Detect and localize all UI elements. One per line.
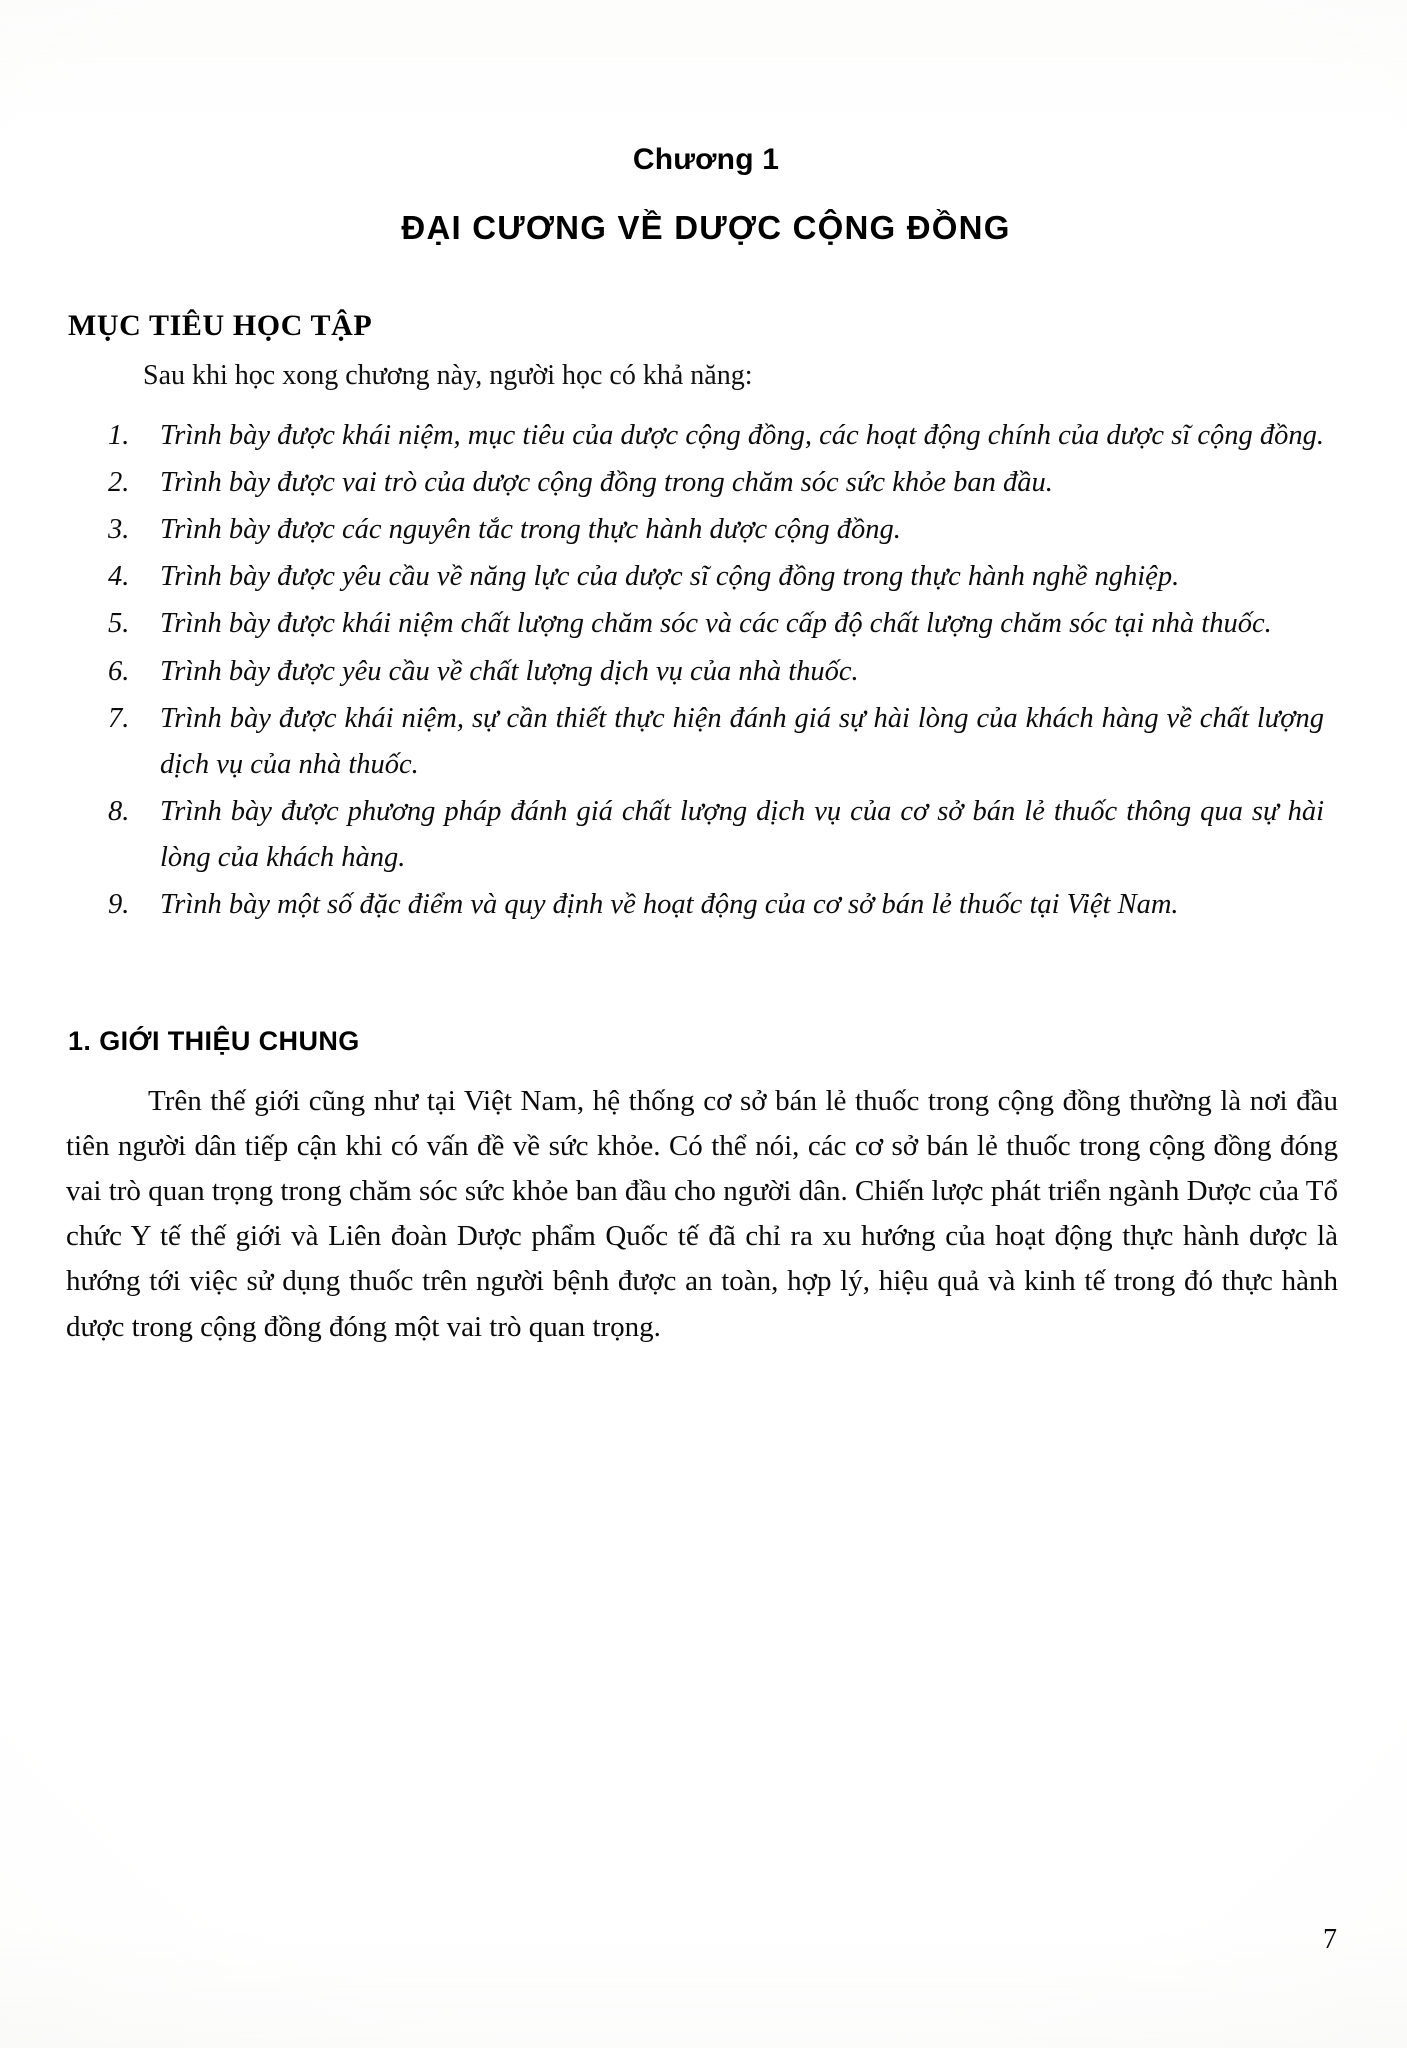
learning-objectives-list [60, 395, 1352, 929]
list-item-text: Trình bày được yêu cầu về chất lượng dịch vụ của nhà thuốc. [160, 655, 859, 687]
learning-objectives-heading: MỤC TIÊU HỌC TẬP [68, 309, 373, 342]
list-item [60, 601, 1352, 647]
list-item-text: Trình bày được khái niệm, sự cần thiết thực hiện đánh giá sự hài lòng của khách hàng về chất lượng dịch vụ của nhà thuốc. [160, 702, 1324, 780]
list-item [60, 460, 1352, 506]
list-item-number: 8. [108, 796, 130, 828]
list-item-number: 2. [108, 466, 130, 498]
list-item-number: 1. [108, 419, 130, 451]
list-item-text: Trình bày được khái niệm chất lượng chăm sóc và các cấp độ chất lượng chăm sóc tại nhà thuốc. [160, 608, 1272, 640]
list-item-text: Trình bày được yêu cầu về năng lực của dược sĩ cộng đồng trong thực hành nghề nghiệp. [160, 561, 1180, 593]
list-item-number: 4. [108, 561, 130, 593]
list-item [60, 413, 1352, 459]
list-item-text: Trình bày một số đặc điểm và quy định về hoạt động của cơ sở bán lẻ thuốc tại Việt Nam. [160, 889, 1179, 921]
list-item [60, 789, 1352, 881]
list-item-text: Trình bày được các nguyên tắc trong thực hành dược cộng đồng. [160, 514, 901, 546]
learning-objectives-intro: Sau khi học xong chương này, người học có khả năng: [143, 360, 753, 391]
list-item-text: Trình bày được phương pháp đánh giá chất lượng dịch vụ của cơ sở bán lẻ thuốc thông qua sự hài lòng của khách hàng. [160, 796, 1324, 874]
list-item-number: 3. [108, 514, 130, 546]
page-number: 7 [1323, 1924, 1337, 1955]
section-body-paragraph: Trên thế giới cũng như tại Việt Nam, hệ thống cơ sở bán lẻ thuốc trong cộng đồng thường là nơi đầu tiên người dân tiếp cận khi có vấn đề về sức khỏe. Có thể nói, các cơ sở bán lẻ thuốc trong cộng đồng đóng vai trò quan trọng trong chăm sóc sức khỏe ban đầu cho người dân. Chiến lược phát triển ngành Dược của Tổ chức Y tế thế giới và Liên đoàn Dược phẩm Quốc tế đã chỉ ra xu hướng của hoạt động thực hành dược là hướng tới việc sử dụng thuốc trên người bệnh được an toàn, hợp lý, hiệu quả và kinh tế trong đó thực hành dược trong cộng đồng đóng một vai trò quan trọng. [66, 1084, 1338, 1343]
list-item [60, 554, 1352, 600]
list-item [60, 882, 1352, 928]
list-item [60, 507, 1352, 553]
list-item-text: Trình bày được khái niệm, mục tiêu của dược cộng đồng, các hoạt động chính của dược sĩ cộng đồng. [160, 419, 1324, 451]
list-item-text: Trình bày được vai trò của dược cộng đồng trong chăm sóc sức khỏe ban đầu. [160, 466, 1053, 498]
list-item [60, 649, 1352, 695]
chapter-title: ĐẠI CƯƠNG VỀ DƯỢC CỘNG ĐỒNG [401, 209, 1011, 246]
list-item-number: 9. [108, 889, 130, 921]
list-item-number: 5. [108, 608, 130, 640]
chapter-label: Chương 1 [632, 143, 780, 176]
list-item-number: 7. [108, 702, 130, 734]
list-item [60, 696, 1352, 788]
section-heading-gioi-thieu-chung: 1. GIỚI THIỆU CHUNG [68, 1025, 360, 1056]
list-item-number: 6. [108, 655, 130, 687]
